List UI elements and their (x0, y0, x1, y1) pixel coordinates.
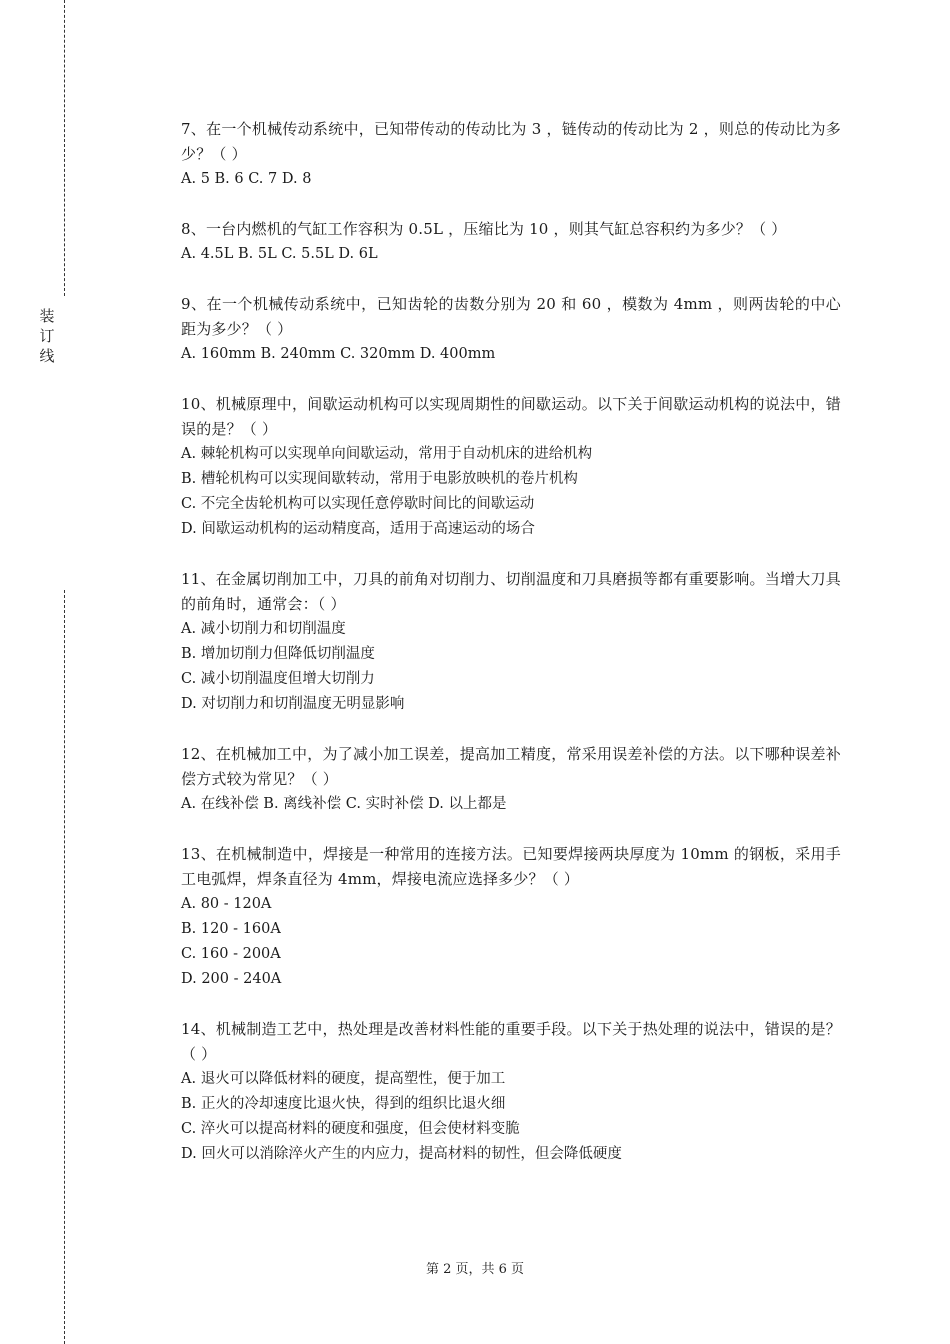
option-b: B. 增加切削力但降低切削温度 (181, 646, 375, 662)
question-7 (181, 117, 841, 192)
option-d: D. 200 - 240A (181, 971, 282, 987)
option-c: C. 不完全齿轮机构可以实现任意停歇时间比的间歇运动 (181, 496, 535, 512)
question-text: 13、在机械制造中，焊接是一种常用的连接方法。已知要焊接两块厚度为 10mm 的钢板，采用手工电弧焊，焊条直径为 4mm，焊接电流应选择多少？（ ） (181, 845, 841, 888)
option-b: B. 槽轮机构可以实现间歇转动，常用于电影放映机的卷片机构 (181, 471, 578, 487)
option-a: A. 退火可以降低材料的硬度，提高塑性，便于加工 (181, 1071, 506, 1087)
option-b: B. 120 - 160A (181, 921, 281, 937)
question-10 (181, 392, 841, 542)
option-d: D. 间歇运动机构的运动精度高，适用于高速运动的场合 (181, 521, 535, 537)
option-b: B. 正火的冷却速度比退火快，得到的组织比退火细 (181, 1096, 506, 1112)
option-c: C. 减小切削温度但增大切削力 (181, 671, 375, 687)
binding-line-bottom (64, 590, 65, 1344)
option-d: D. 对切削力和切削温度无明显影响 (181, 696, 405, 712)
option-line: A. 在线补偿 B. 离线补偿 C. 实时补偿 D. 以上都是 (181, 796, 507, 812)
option-line: A. 4.5L B. 5L C. 5.5L D. 6L (181, 246, 378, 262)
question-11 (181, 567, 841, 717)
question-9 (181, 292, 841, 367)
question-text: 8、一台内燃机的气缸工作容积为 0.5L ，压缩比为 10 ，则其气缸总容积约为多少？（ ） (181, 220, 787, 238)
question-text: 11、在金属切削加工中，刀具的前角对切削力、切削温度和刀具磨损等都有重要影响。当增大刀具的前角时，通常会：（ ） (181, 570, 841, 613)
question-text: 12、在机械加工中，为了减小加工误差，提高加工精度，常采用误差补偿的方法。以下哪种误差补偿方式较为常见？（ ） (181, 745, 841, 788)
question-text: 14、机械制造工艺中，热处理是改善材料性能的重要手段。以下关于热处理的说法中，错误的是？（ ） (181, 1020, 841, 1063)
binding-line-top (64, 0, 65, 296)
option-line: A. 5 B. 6 C. 7 D. 8 (181, 171, 312, 187)
binding-char: 线 (39, 347, 55, 365)
question-8 (181, 217, 841, 267)
page-number: 第 2 页，共 6 页 (425, 1262, 525, 1277)
option-a: A. 减小切削力和切削温度 (181, 621, 346, 637)
option-c: C. 淬火可以提高材料的硬度和强度，但会使材料变脆 (181, 1121, 520, 1137)
option-a: A. 棘轮机构可以实现单向间歇运动，常用于自动机床的进给机构 (181, 446, 593, 462)
option-c: C. 160 - 200A (181, 946, 281, 962)
question-12 (181, 742, 841, 817)
option-line: A. 160mm B. 240mm C. 320mm D. 400mm (181, 346, 496, 362)
question-text: 7、在一个机械传动系统中，已知带传动的传动比为 3 ，链传动的传动比为 2 ，则总的传动比为多少？（ ） (181, 120, 841, 163)
option-d: D. 回火可以消除淬火产生的内应力，提高材料的韧性，但会降低硬度 (181, 1146, 622, 1162)
question-text: 10、机械原理中，间歇运动机构可以实现周期性的间歇运动。以下关于间歇运动机构的说法中，错误的是？（ ） (181, 395, 841, 438)
question-13 (181, 842, 841, 992)
option-a: A. 80 - 120A (181, 896, 272, 912)
question-text: 9、在一个机械传动系统中，已知齿轮的齿数分别为 20 和 60 ，模数为 4mm ，则两齿轮的中心距为多少？（ ） (181, 295, 841, 338)
binding-char: 装 (39, 307, 55, 325)
question-14 (181, 1017, 841, 1167)
binding-char: 订 (39, 327, 55, 345)
binding-label (38, 306, 56, 366)
question-list (181, 117, 841, 1192)
